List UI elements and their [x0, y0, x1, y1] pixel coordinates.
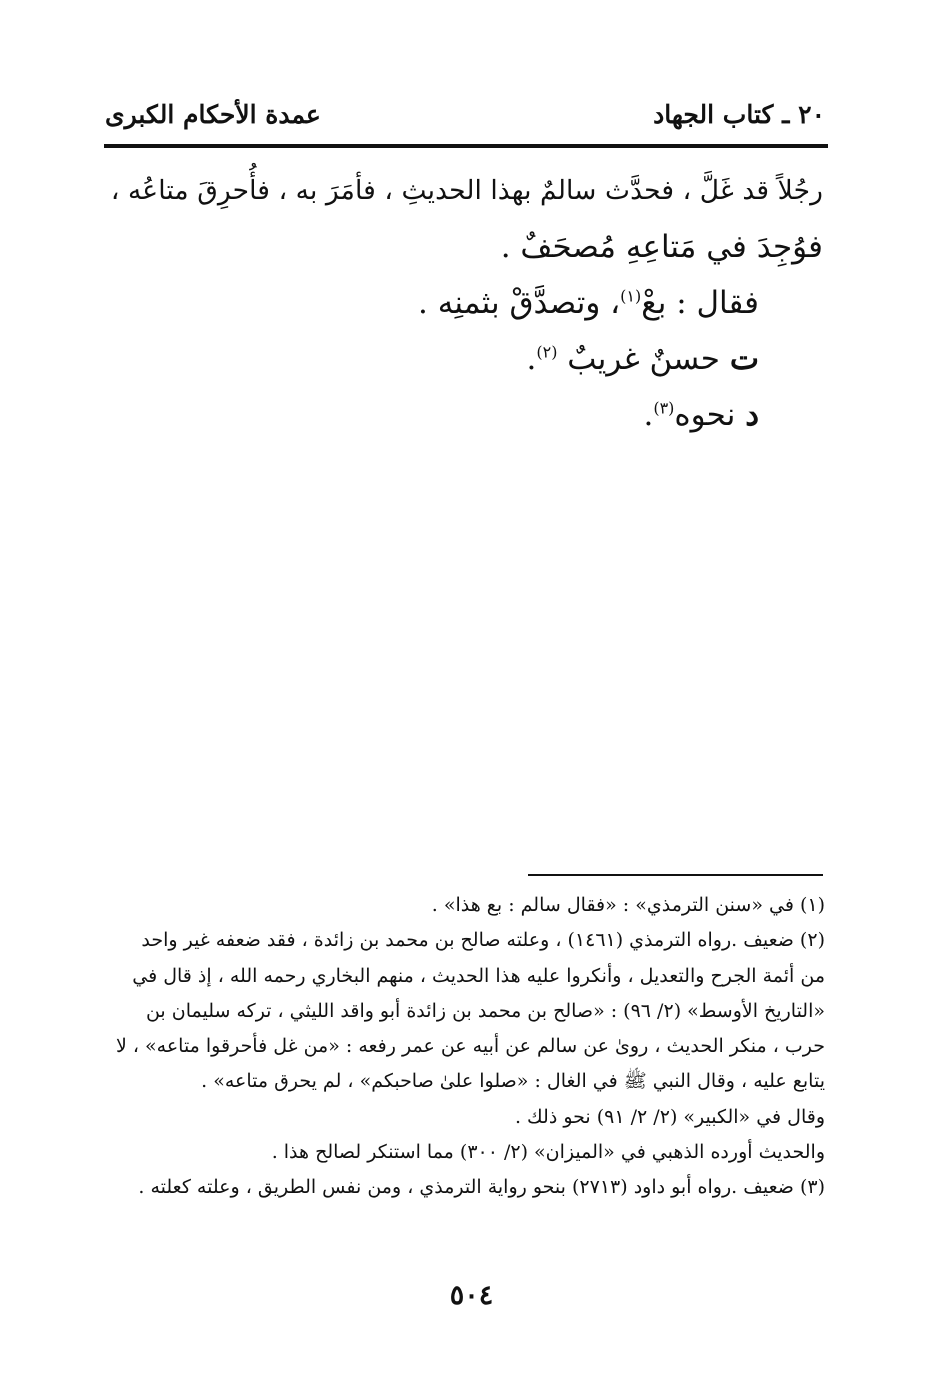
text-segment: فقال : بعْ [641, 285, 759, 321]
chapter-heading: ٢٠ ـ كتاب الجهاد [653, 100, 825, 129]
main-text [103, 163, 823, 443]
footnote-line: والحديث أورده الذهبي في «الميزان» (٢/ ٣٠٠) مما استنكر لصالح هذا . [271, 1141, 825, 1164]
text-segment: . [643, 397, 654, 433]
footnote-line: وقال في «الكبير» (٢/ ٢/ ٩١) نحو ذلك . [514, 1105, 825, 1128]
header-rule [104, 144, 828, 148]
text-line: رجُلاً قد غَلَّ ، فحدَّث سالمٌ بهذا الحديثِ ، فأمَرَ به ، فأُحرِقَ متاعُه ، [110, 175, 823, 206]
page-number: ٥٠٤ [449, 1280, 494, 1311]
footnote-line: «التاريخ الأوسط» (٢/ ٩٦) : «صالح بن محمد بن زائدة أبو واقد الليثي ، تركه سليمان بن [145, 999, 825, 1022]
footnote-line: (١) في «سنن الترمذي» : «فقال سالم : بع هذا» . [431, 894, 825, 916]
text-segment: ، وتصدَّقْ بثمنِه . [418, 285, 621, 321]
source-letter: ت [729, 341, 759, 377]
footnote-ref: (٢) [536, 342, 558, 362]
footnote-separator [528, 874, 823, 876]
footnote-line: يتابع عليه ، وقال النبي ﷺ في الغال : «صلوا علىٰ صاحبكم» ، لم يحرق متاعه» . [201, 1070, 825, 1093]
footnote-ref: (١) [620, 286, 642, 306]
text-line: فوُجِدَ في مَتاعِهِ مُصحَفٌ . [500, 229, 823, 265]
running-header [105, 98, 825, 138]
footnotes [103, 888, 825, 1206]
text-line [103, 387, 823, 443]
footnote-line: من أئمة الجرح والتعديل ، وأنكروا عليه هذا الحديث ، منهم البخاري رحمه الله ، إذ قال في [132, 964, 825, 987]
source-letter: د [745, 397, 759, 433]
text-segment: حسنٌ غريبٌ [567, 341, 720, 377]
footnote-ref: (٣) [653, 398, 675, 418]
book-title: عمدة الأحكام الكبرى [105, 100, 321, 129]
text-segment: نحوه [674, 397, 736, 433]
footnote-line: (٢) ضعيف .رواه الترمذي (١٤٦١) ، وعلته صالح بن محمد بن زائدة ، فقد ضعفه غير واحد [141, 929, 825, 952]
text-segment: . [526, 341, 537, 377]
text-line [103, 275, 823, 331]
footnote-line: (٣) ضعيف .رواه أبو داود (٢٧١٣) بنحو رواية الترمذي ، ومن نفس الطريق ، وعلته كعلته . [138, 1176, 825, 1199]
footnote-line: حرب ، منكر الحديث ، روىٰ عن سالم عن أبيه عن عمر رفعه : «من غل فأحرقوا متاعه» ، لا [115, 1035, 825, 1058]
text-line [103, 331, 823, 387]
